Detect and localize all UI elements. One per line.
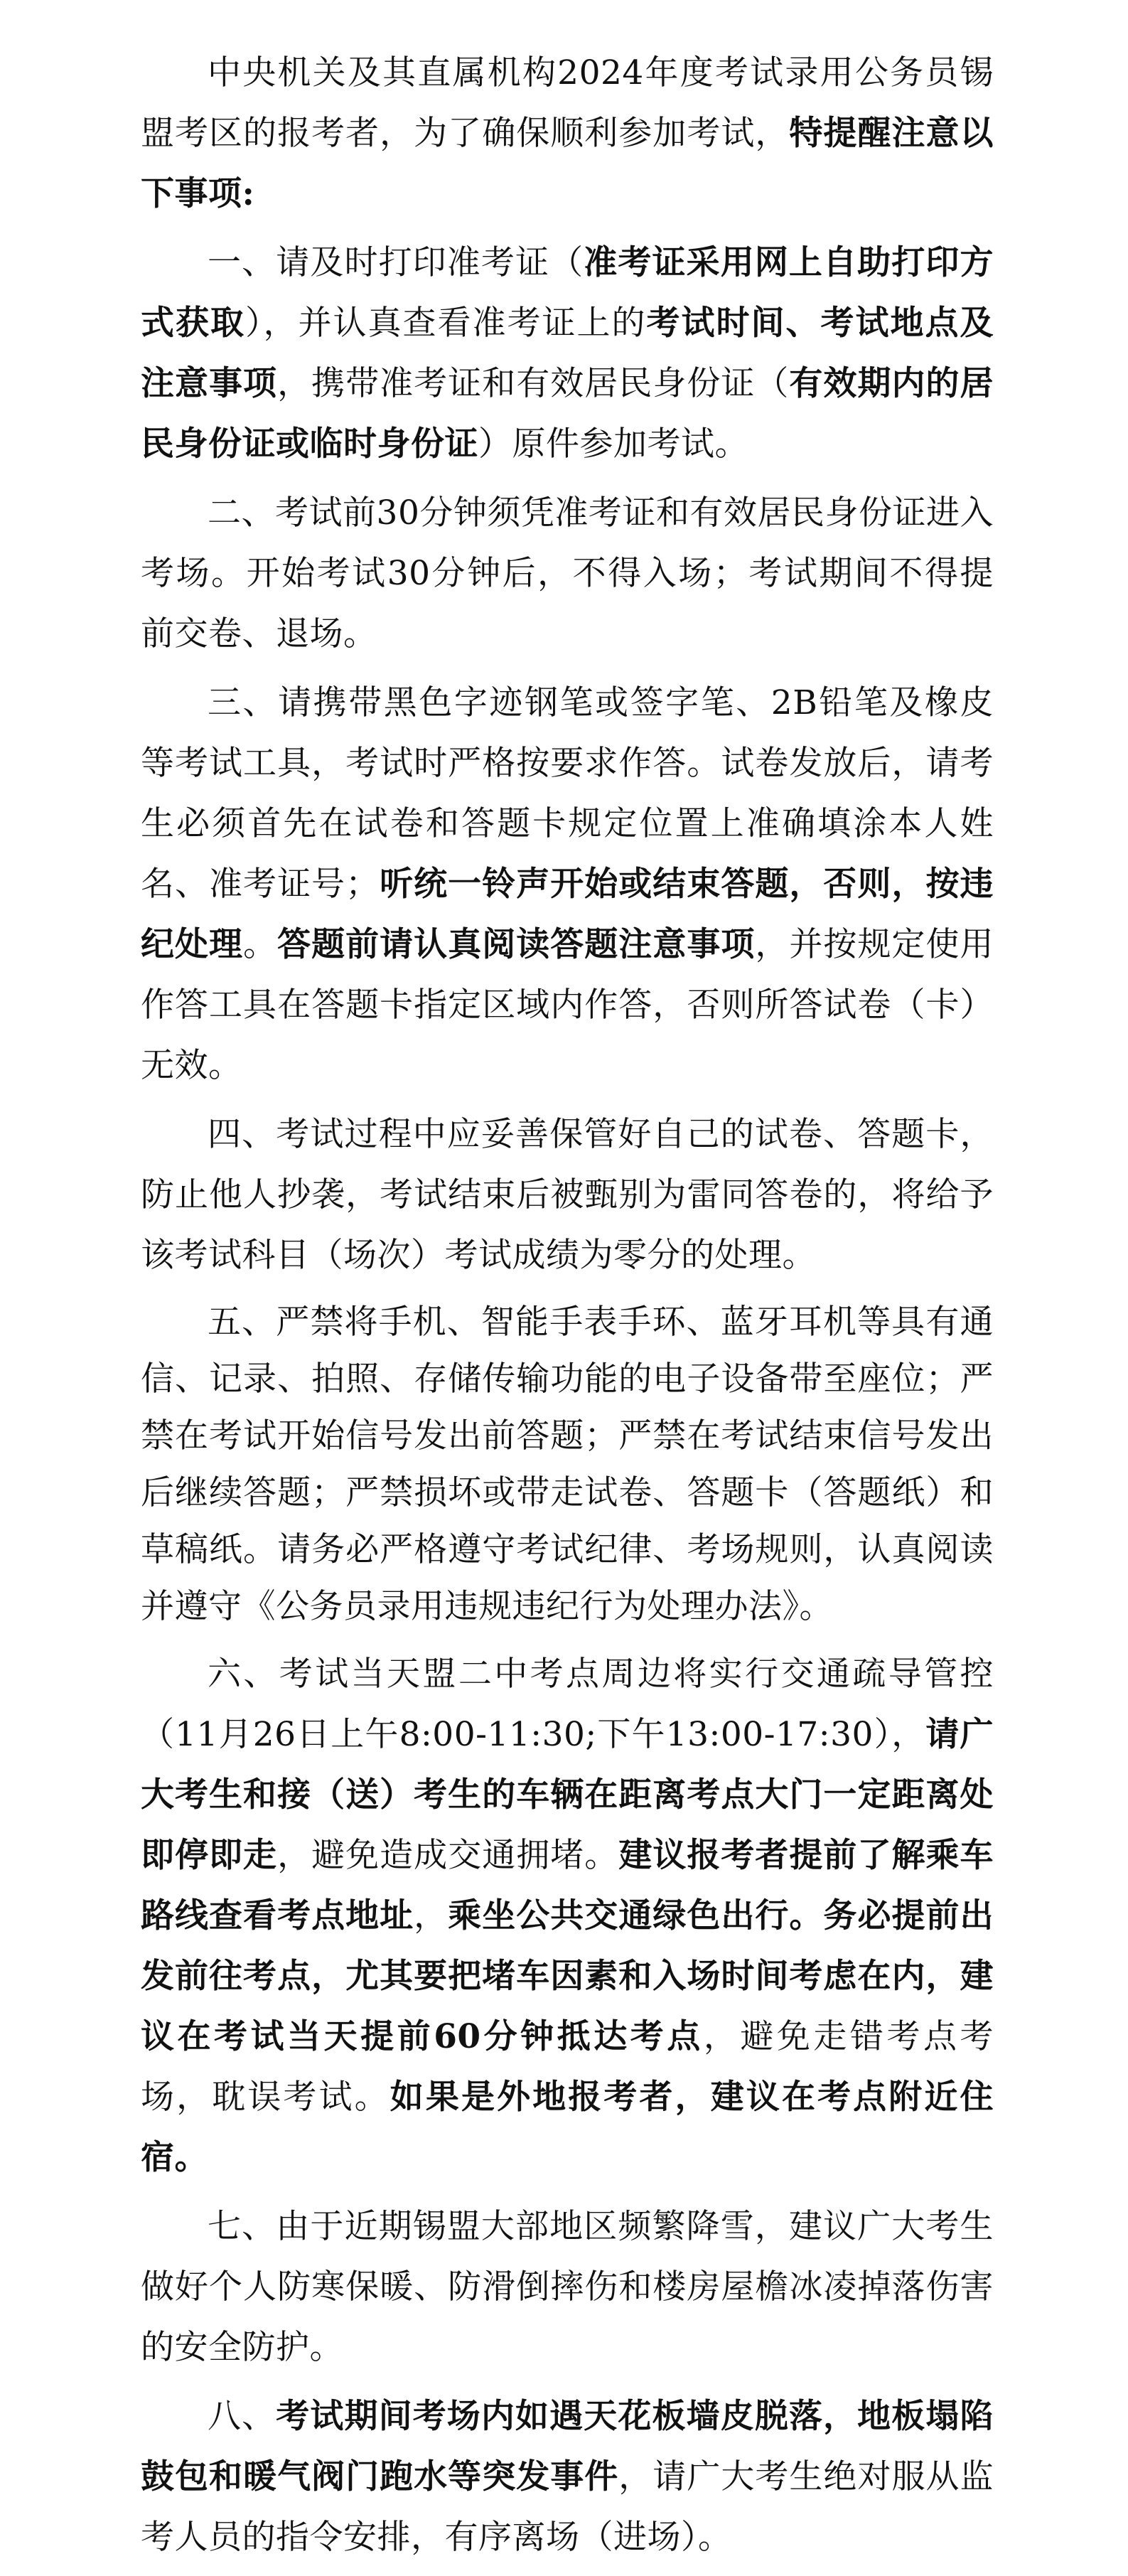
paragraph-item-3 [141, 673, 994, 1096]
text-segment: 一、请及时打印准考证（ [208, 243, 584, 282]
text-segment-bold: 乘坐公共交通绿色出行。务必提前出发前往考点，尤其要把堵车因素和入场时间考虑在内，建议在考试当天提前60分钟抵达考点 [141, 1896, 994, 2056]
paragraph-item-1 [141, 233, 994, 474]
text-segment: 中央机关及其直属机构2024年度考试录用公务员锡盟考区的报考者，为了确保顺利参加考试， [141, 53, 994, 153]
text-segment: ， [414, 1896, 448, 1935]
text-segment: 八、 [208, 2397, 276, 2436]
text-segment-bold: 答题前请认真阅读答题注意事项 [277, 925, 756, 964]
text-segment-bold: 请广大考生和接（送）考生的车辆在距离考点大门一定距离处即停即走 [141, 1715, 994, 1875]
text-segment-bold: 特提醒注意以下事项: [141, 114, 994, 213]
paragraph-item-8 [141, 2386, 994, 2567]
paragraph-item-6 [141, 1644, 994, 2188]
paragraph-item-2 [141, 483, 994, 664]
text-segment: 二、考试前30分钟须凭准考证和有效居民身份证进入考场。开始考试30分钟后，不得入场；考试期间不得提前交卷、退场。 [141, 493, 994, 653]
text-segment-bold: 准考证采用网上自助打印方式获取 [141, 243, 994, 343]
text-segment-bold: 建议报考者提前了解乘车路线查看考点地址 [141, 1836, 994, 1935]
text-segment: ，避免造成交通拥堵。 [277, 1836, 619, 1875]
paragraph-intro [141, 43, 994, 224]
text-segment: ，并按规定使用作答工具在答题卡指定区域内作答，否则所答试卷（卡）无效。 [141, 925, 994, 1085]
text-segment-bold: 考试时间、考试地点及注意事项 [141, 304, 994, 403]
text-segment: 三、请携带黑色字迹钢笔或签字笔、2B铅笔及橡皮等考试工具，考试时严格按要求作答。试卷发放后，请考生必须首先在试卷和答题卡规定位置上准确填涂本人姓名、准考证号； [141, 683, 994, 904]
text-segment-bold: 考试期间考场内如遇天花板墙皮脱落，地板塌陷鼓包和暖气阀门跑水等突发事件 [141, 2397, 994, 2496]
paragraph-item-5 [141, 1294, 994, 1635]
text-segment: ，携带准考证和有效居民身份证（ [277, 364, 790, 403]
notice-document [141, 43, 994, 2576]
text-segment: 六、考试当天盟二中考点周边将实行交通疏导管控（11月26日上午8:00-11:30;下午13:00-17:30）， [141, 1655, 994, 1754]
text-segment: 四、考试过程中应妥善保管好自己的试卷、答题卡，防止他人抄袭，考试结束后被甄别为雷同答卷的，将给予该考试科目（场次）考试成绩为零分的处理。 [141, 1115, 994, 1275]
text-segment: 七、由于近期锡盟大部地区频繁降雪，建议广大考生做好个人防寒保暖、防滑倒摔伤和楼房屋檐冰凌掉落伤害的安全防护。 [141, 2207, 994, 2367]
text-segment-bold: 如果是外地报考者，建议在考点附近住宿。 [141, 2078, 994, 2177]
text-segment: 。 [243, 925, 278, 964]
text-segment: ），并认真查看准考证上的 [245, 304, 647, 343]
text-segment: 五、严禁将手机、智能手表手环、蓝牙耳机等具有通信、记录、拍照、存储传输功能的电子设备带至座位；严禁在考试开始信号发出前答题；严禁在考试结束信号发出后继续答题；严禁损坏或带走试卷、答题卡（答题纸）和草稿纸。请务必严格遵守考试纪律、考场规则，认真阅读并遵守《公务员录用违规违纪行为处理办法》。 [141, 1303, 994, 1626]
text-segment-bold: 听统一铃声开始或结束答题，否则，按违纪处理 [141, 865, 994, 964]
text-segment: ，避免走错考点考场，耽误考试。 [141, 2017, 994, 2117]
paragraph-item-4 [141, 1104, 994, 1286]
text-segment: ，请广大考生绝对服从监考人员的指令安排，有序离场（进场）。 [141, 2457, 994, 2557]
text-segment: ）原件参加考试。 [478, 424, 748, 464]
paragraph-item-7 [141, 2196, 994, 2378]
text-segment-bold: 有效期内的居民身份证或临时身份证 [141, 364, 994, 464]
